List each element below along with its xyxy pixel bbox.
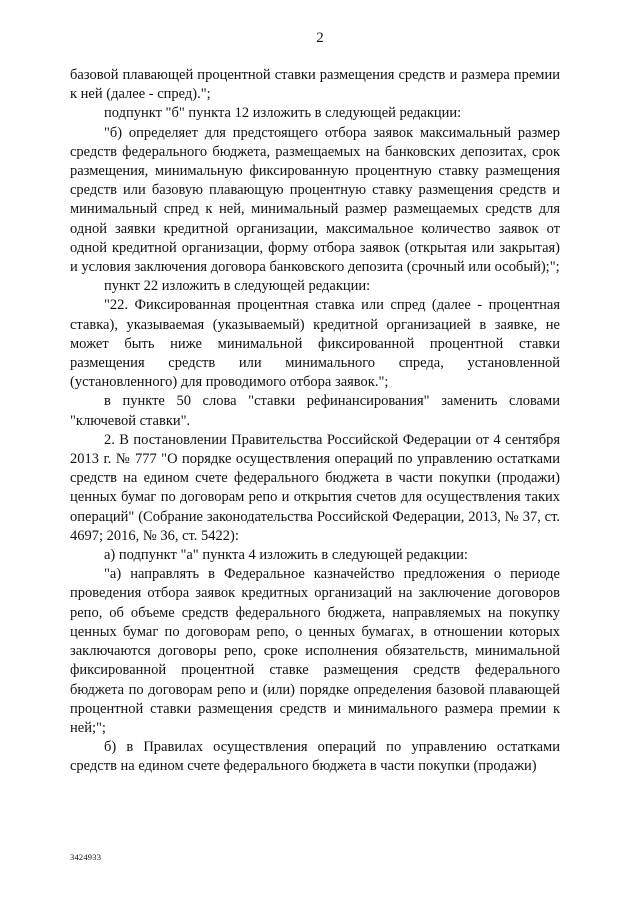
paragraph: "б) определяет для предстоящего отбора заявок максимальный размер средств федерального бюджета, размещаемых на банковских депозитах, срок размещения, минимальную фиксированную процентную ставку размещения средств или базовую плавающую процентную ставку размещения средств и минимальный спред к ней, минимальный размер размещаемых средств для одной заявки кредитной организации, максимальное количество заявок от одной кредитной организации, форму отбора заявок (открытая или закрытая) и условия заключения договора банковского депозита (срочный или особый);"; bbox=[70, 124, 560, 276]
document-body bbox=[70, 66, 560, 777]
paragraph: "22. Фиксированная процентная ставка или спред (далее - процентная ставка), указываемая (указываемый) кредитной организацией в заявке, не может быть ниже минимальной фиксированной процентной ставки размещения средств или минимального спреда, установленной (установленного) для проводимого отбора заявок."; bbox=[70, 297, 560, 391]
page-number: 2 bbox=[316, 30, 324, 46]
paragraph: б) в Правилах осуществления операций по управлению остатками средств на едином счете федерального бюджета в части покупки (продажи) bbox=[70, 739, 560, 775]
paragraph: подпункт "б" пункта 12 изложить в следующей редакции: bbox=[104, 105, 462, 122]
paragraph: а) подпункт "а" пункта 4 изложить в следующей редакции: bbox=[104, 547, 468, 564]
paragraph: базовой плавающей процентной ставки размещения средств и размера премии к ней (далее - спред)."; bbox=[70, 67, 560, 103]
paragraph: 2. В постановлении Правительства Российской Федерации от 4 сентября 2013 г. № 777 "О порядке осуществления операций по управлению остатками средств на едином счете федерального бюджета в части покупки (продажи) ценных бумаг по договорам репо и открытия счетов для осуществления таких операций" (Собрание законодательства Российской Федерации, 2013, № 37, ст. 4697; 2016, № 36, ст. 5422): bbox=[70, 431, 560, 544]
document-id: 3424933 bbox=[70, 852, 102, 862]
paragraph: пункт 22 изложить в следующей редакции: bbox=[104, 278, 371, 295]
paragraph: в пункте 50 слова "ставки рефинансирования" заменить словами "ключевой ставки". bbox=[70, 393, 560, 429]
paragraph: "а) направлять в Федеральное казначейство предложения о периоде проведения отбора заявок кредитных организаций на заключение договоров репо, об объеме средств федерального бюджета, направляемых на покупку ценных бумаг по договорам репо, о ценных бумагах, в отношении которых заключаются договоры репо, сроке исполнения обязательств, минимальной фиксированной процентной ставке размещения средств федерального бюджета по договорам репо и (или) порядке определения базовой плавающей процентной ставки размещения средств и минимального размера премии к ней;"; bbox=[70, 566, 560, 736]
